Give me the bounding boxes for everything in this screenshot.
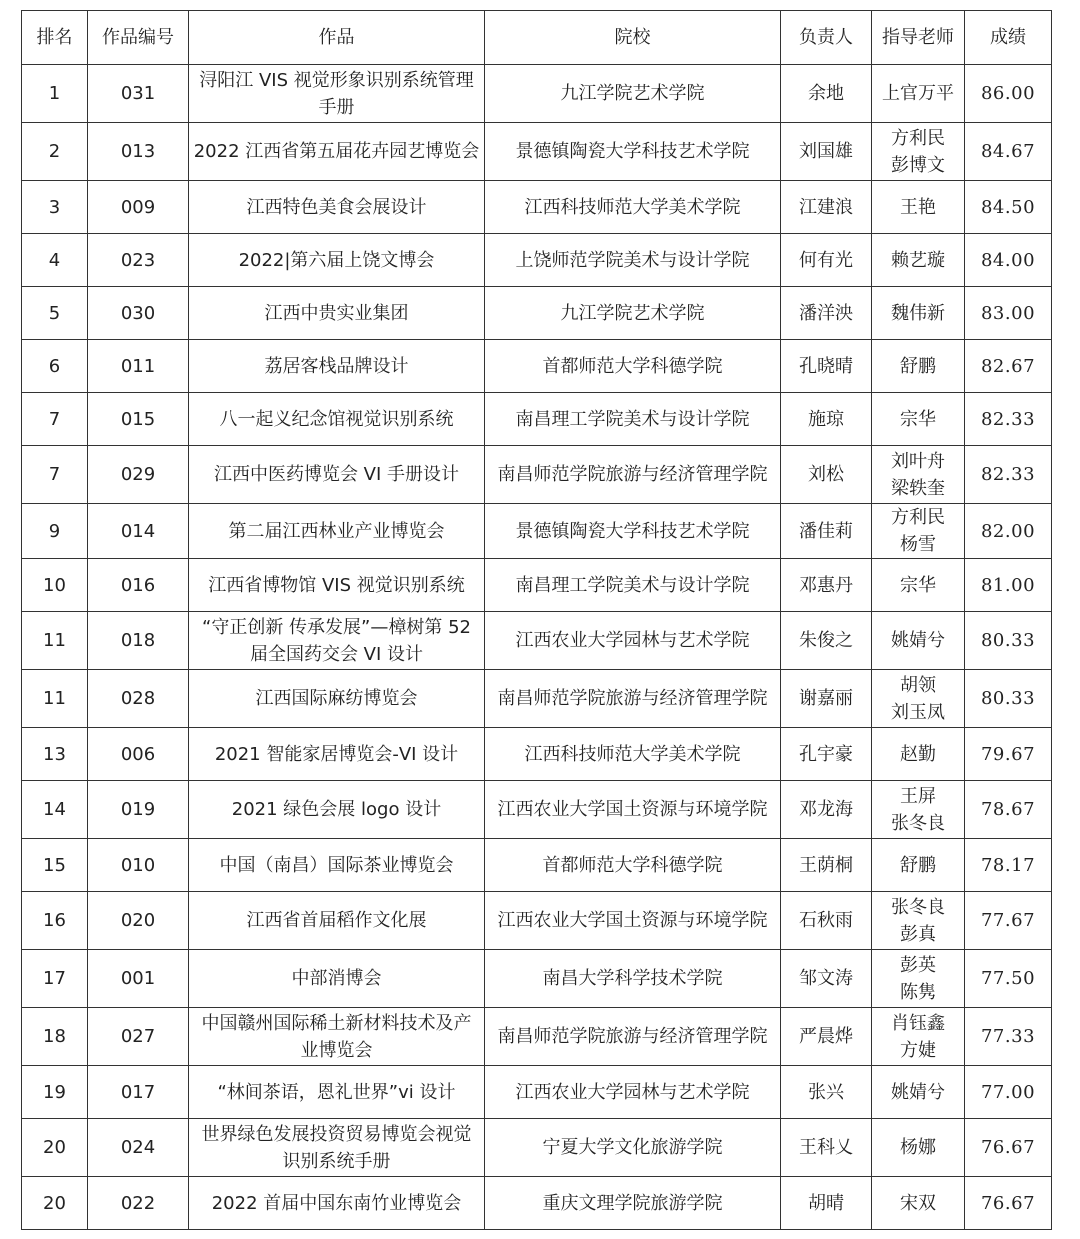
cell-school: 江西科技师范大学美术学院	[485, 181, 781, 234]
cell-school: 景德镇陶瓷大学科技艺术学院	[485, 504, 781, 559]
table-row	[22, 1177, 1052, 1230]
cell-school: 重庆文理学院旅游学院	[485, 1177, 781, 1230]
cell-rank: 7	[22, 446, 88, 504]
cell-school: 九江学院艺术学院	[485, 287, 781, 340]
cell-lead: 邹文涛	[781, 950, 872, 1008]
header-score: 成绩	[965, 11, 1052, 65]
cell-code: 018	[88, 612, 189, 670]
cell-lead: 石秋雨	[781, 892, 872, 950]
table-row	[22, 1066, 1052, 1119]
ranking-table	[21, 10, 1052, 1230]
cell-school: 南昌大学科学技术学院	[485, 950, 781, 1008]
cell-advisor: 赖艺璇	[872, 234, 965, 287]
cell-lead: 张兴	[781, 1066, 872, 1119]
cell-work: 第二届江西林业产业博览会	[189, 504, 485, 559]
cell-work: 江西特色美食会展设计	[189, 181, 485, 234]
table-row	[22, 728, 1052, 781]
cell-advisor: 宗华	[872, 393, 965, 446]
cell-score: 79.67	[965, 728, 1052, 781]
cell-lead: 王荫桐	[781, 839, 872, 892]
cell-rank: 1	[22, 65, 88, 123]
cell-lead: 何有光	[781, 234, 872, 287]
cell-rank: 3	[22, 181, 88, 234]
cell-code: 029	[88, 446, 189, 504]
cell-advisor: 肖钰鑫 方婕	[872, 1008, 965, 1066]
cell-score: 78.17	[965, 839, 1052, 892]
table-row	[22, 892, 1052, 950]
cell-rank: 16	[22, 892, 88, 950]
cell-advisor: 彭英 陈隽	[872, 950, 965, 1008]
cell-work: 江西中贵实业集团	[189, 287, 485, 340]
cell-work: 八一起义纪念馆视觉识别系统	[189, 393, 485, 446]
cell-work: 2022|第六届上饶文博会	[189, 234, 485, 287]
cell-school: 首都师范大学科德学院	[485, 340, 781, 393]
cell-lead: 孔晓晴	[781, 340, 872, 393]
cell-lead: 邓龙海	[781, 781, 872, 839]
cell-work: 江西省首届稻作文化展	[189, 892, 485, 950]
header-work: 作品	[189, 11, 485, 65]
cell-score: 82.67	[965, 340, 1052, 393]
cell-code: 017	[88, 1066, 189, 1119]
cell-code: 030	[88, 287, 189, 340]
table-row	[22, 670, 1052, 728]
cell-advisor: 张冬良 彭真	[872, 892, 965, 950]
cell-advisor: 舒鹏	[872, 340, 965, 393]
table-row	[22, 839, 1052, 892]
cell-advisor: 方利民 彭博文	[872, 123, 965, 181]
cell-school: 江西农业大学国土资源与环境学院	[485, 781, 781, 839]
cell-score: 86.00	[965, 65, 1052, 123]
cell-lead: 刘松	[781, 446, 872, 504]
cell-lead: 潘佳莉	[781, 504, 872, 559]
cell-score: 76.67	[965, 1177, 1052, 1230]
cell-rank: 11	[22, 670, 88, 728]
cell-lead: 刘国雄	[781, 123, 872, 181]
header-rank: 排名	[22, 11, 88, 65]
cell-rank: 2	[22, 123, 88, 181]
cell-code: 013	[88, 123, 189, 181]
cell-code: 010	[88, 839, 189, 892]
table-row	[22, 234, 1052, 287]
cell-advisor: 姚婧兮	[872, 1066, 965, 1119]
cell-code: 006	[88, 728, 189, 781]
cell-advisor: 舒鹏	[872, 839, 965, 892]
cell-school: 南昌理工学院美术与设计学院	[485, 393, 781, 446]
cell-lead: 孔宇豪	[781, 728, 872, 781]
cell-school: 江西农业大学国土资源与环境学院	[485, 892, 781, 950]
cell-lead: 施琼	[781, 393, 872, 446]
cell-work: 中国赣州国际稀土新材料技术及产业博览会	[189, 1008, 485, 1066]
cell-code: 023	[88, 234, 189, 287]
table-row	[22, 612, 1052, 670]
cell-rank: 4	[22, 234, 88, 287]
cell-rank: 5	[22, 287, 88, 340]
cell-code: 016	[88, 559, 189, 612]
cell-work: 2022 江西省第五届花卉园艺博览会	[189, 123, 485, 181]
cell-score: 77.67	[965, 892, 1052, 950]
cell-school: 景德镇陶瓷大学科技艺术学院	[485, 123, 781, 181]
cell-rank: 13	[22, 728, 88, 781]
cell-code: 015	[88, 393, 189, 446]
cell-code: 009	[88, 181, 189, 234]
cell-school: 宁夏大学文化旅游学院	[485, 1119, 781, 1177]
cell-work: “守正创新 传承发展”—樟树第 52 届全国药交会 VI 设计	[189, 612, 485, 670]
cell-code: 031	[88, 65, 189, 123]
cell-advisor: 宋双	[872, 1177, 965, 1230]
cell-advisor: 刘叶舟 梁轶奎	[872, 446, 965, 504]
cell-work: 江西省博物馆 VIS 视觉识别系统	[189, 559, 485, 612]
cell-score: 80.33	[965, 670, 1052, 728]
cell-work: 2021 绿色会展 logo 设计	[189, 781, 485, 839]
header-lead: 负责人	[781, 11, 872, 65]
table-body	[22, 65, 1052, 1230]
table-row	[22, 1119, 1052, 1177]
cell-score: 84.00	[965, 234, 1052, 287]
cell-rank: 14	[22, 781, 88, 839]
cell-advisor: 魏伟新	[872, 287, 965, 340]
table-row	[22, 340, 1052, 393]
cell-work: 2022 首届中国东南竹业博览会	[189, 1177, 485, 1230]
cell-code: 027	[88, 1008, 189, 1066]
cell-rank: 17	[22, 950, 88, 1008]
cell-work: 江西中医药博览会 VI 手册设计	[189, 446, 485, 504]
cell-work: 荔居客栈品牌设计	[189, 340, 485, 393]
cell-advisor: 杨娜	[872, 1119, 965, 1177]
cell-score: 80.33	[965, 612, 1052, 670]
cell-score: 81.00	[965, 559, 1052, 612]
cell-score: 82.33	[965, 446, 1052, 504]
cell-rank: 19	[22, 1066, 88, 1119]
cell-code: 022	[88, 1177, 189, 1230]
cell-advisor: 姚婧兮	[872, 612, 965, 670]
cell-rank: 20	[22, 1119, 88, 1177]
cell-work: “林间茶语，恩礼世界”vi 设计	[189, 1066, 485, 1119]
table-row	[22, 181, 1052, 234]
cell-rank: 7	[22, 393, 88, 446]
cell-advisor: 王艳	[872, 181, 965, 234]
cell-lead: 潘洋泱	[781, 287, 872, 340]
cell-rank: 11	[22, 612, 88, 670]
cell-school: 江西科技师范大学美术学院	[485, 728, 781, 781]
cell-score: 84.67	[965, 123, 1052, 181]
cell-work: 浔阳江 VIS 视觉形象识别系统管理手册	[189, 65, 485, 123]
cell-lead: 邓惠丹	[781, 559, 872, 612]
table-row	[22, 950, 1052, 1008]
cell-school: 南昌师范学院旅游与经济管理学院	[485, 446, 781, 504]
cell-work: 江西国际麻纺博览会	[189, 670, 485, 728]
cell-score: 82.33	[965, 393, 1052, 446]
cell-lead: 胡晴	[781, 1177, 872, 1230]
cell-rank: 6	[22, 340, 88, 393]
cell-rank: 9	[22, 504, 88, 559]
cell-rank: 10	[22, 559, 88, 612]
cell-score: 76.67	[965, 1119, 1052, 1177]
cell-lead: 王科乂	[781, 1119, 872, 1177]
cell-rank: 15	[22, 839, 88, 892]
cell-score: 77.33	[965, 1008, 1052, 1066]
cell-lead: 江建浪	[781, 181, 872, 234]
cell-work: 中部消博会	[189, 950, 485, 1008]
cell-advisor: 宗华	[872, 559, 965, 612]
cell-lead: 朱俊之	[781, 612, 872, 670]
table-row	[22, 287, 1052, 340]
cell-code: 028	[88, 670, 189, 728]
cell-score: 77.00	[965, 1066, 1052, 1119]
cell-score: 84.50	[965, 181, 1052, 234]
cell-school: 江西农业大学园林与艺术学院	[485, 612, 781, 670]
table-row	[22, 65, 1052, 123]
cell-advisor: 胡领 刘玉凤	[872, 670, 965, 728]
header-school: 院校	[485, 11, 781, 65]
header-advisor: 指导老师	[872, 11, 965, 65]
header-code: 作品编号	[88, 11, 189, 65]
table-row	[22, 1008, 1052, 1066]
cell-work: 世界绿色发展投资贸易博览会视觉识别系统手册	[189, 1119, 485, 1177]
cell-advisor: 上官万平	[872, 65, 965, 123]
cell-code: 011	[88, 340, 189, 393]
cell-lead: 余地	[781, 65, 872, 123]
cell-rank: 18	[22, 1008, 88, 1066]
cell-school: 南昌师范学院旅游与经济管理学院	[485, 670, 781, 728]
cell-lead: 严晨烨	[781, 1008, 872, 1066]
cell-lead: 谢嘉丽	[781, 670, 872, 728]
cell-code: 014	[88, 504, 189, 559]
cell-advisor: 方利民 杨雪	[872, 504, 965, 559]
cell-advisor: 王屏 张冬良	[872, 781, 965, 839]
cell-school: 南昌师范学院旅游与经济管理学院	[485, 1008, 781, 1066]
cell-school: 九江学院艺术学院	[485, 65, 781, 123]
cell-school: 南昌理工学院美术与设计学院	[485, 559, 781, 612]
cell-code: 001	[88, 950, 189, 1008]
cell-advisor: 赵勤	[872, 728, 965, 781]
cell-code: 024	[88, 1119, 189, 1177]
table-row	[22, 504, 1052, 559]
cell-school: 上饶师范学院美术与设计学院	[485, 234, 781, 287]
cell-work: 2021 智能家居博览会-VI 设计	[189, 728, 485, 781]
cell-code: 019	[88, 781, 189, 839]
cell-rank: 20	[22, 1177, 88, 1230]
cell-score: 83.00	[965, 287, 1052, 340]
table-row	[22, 559, 1052, 612]
cell-score: 82.00	[965, 504, 1052, 559]
cell-code: 020	[88, 892, 189, 950]
cell-score: 78.67	[965, 781, 1052, 839]
cell-score: 77.50	[965, 950, 1052, 1008]
table-row	[22, 393, 1052, 446]
table-row	[22, 446, 1052, 504]
cell-school: 首都师范大学科德学院	[485, 839, 781, 892]
header-row	[22, 11, 1052, 65]
cell-school: 江西农业大学园林与艺术学院	[485, 1066, 781, 1119]
cell-work: 中国（南昌）国际茶业博览会	[189, 839, 485, 892]
table-row	[22, 781, 1052, 839]
table-row	[22, 123, 1052, 181]
